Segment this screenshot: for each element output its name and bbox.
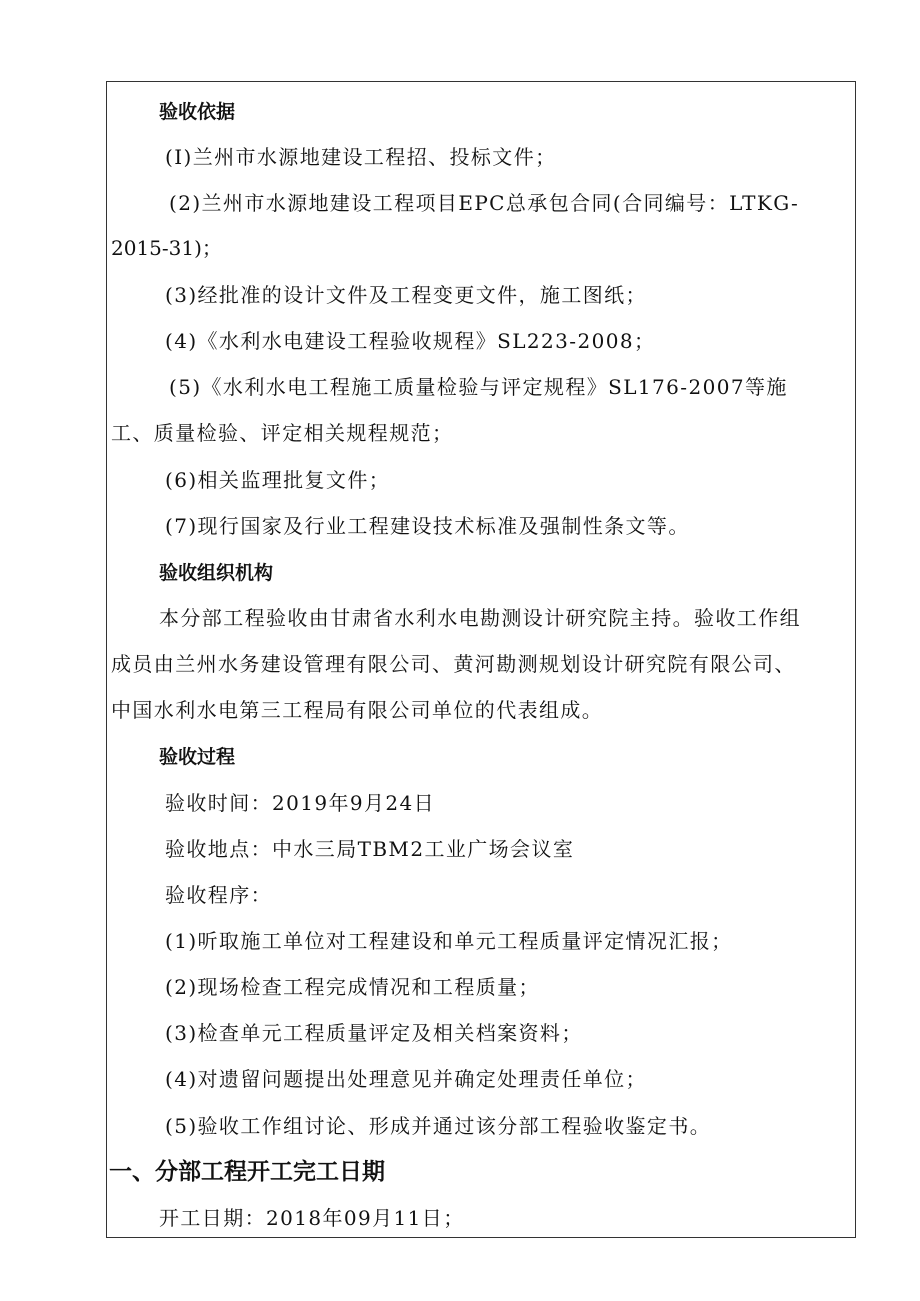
basis-heading: 验收依据 <box>159 101 236 123</box>
process-time: 验收时间：2019年9月24日 <box>165 791 436 815</box>
dates-start: 开工日期：2018年09月11日； <box>159 1206 465 1230</box>
dates-heading: 一、分部工程开工完工日期 <box>109 1159 385 1185</box>
organization-line-3: 中国水利水电第三工程局有限公司单位的代表组成。 <box>111 698 604 722</box>
basis-item-2-cont: 2015-31)； <box>111 236 222 260</box>
basis-item-7: (7)现行国家及行业工程建设技术标准及强制性条文等。 <box>165 514 690 538</box>
organization-line-2: 成员由兰州水务建设管理有限公司、黄河勘测规划设计研究院有限公司、 <box>111 652 796 676</box>
document-frame <box>106 81 856 1238</box>
basis-item-2: (2)兰州市水源地建设工程项目EPC总承包合同(合同编号：LTKG- <box>169 191 800 215</box>
process-step-4: (4)对遗留问题提出处理意见并确定处理责任单位； <box>165 1067 647 1091</box>
process-step-2: (2)现场检查工程完成情况和工程质量； <box>165 975 540 999</box>
process-step-1: (1)听取施工单位对工程建设和单元工程质量评定情况汇报； <box>165 929 733 953</box>
process-place: 验收地点：中水三局TBM2工业广场会议室 <box>165 837 575 861</box>
basis-item-4: (4)《水利水电建设工程验收规程》SL223-2008； <box>165 329 656 353</box>
basis-item-6: (6)相关监理批复文件； <box>165 468 391 492</box>
process-procedure-label: 验收程序： <box>165 883 272 907</box>
process-heading: 验收过程 <box>159 746 236 768</box>
organization-heading: 验收组织机构 <box>159 562 274 584</box>
process-step-5: (5)验收工作组讨论、形成并通过该分部工程验收鉴定书。 <box>165 1114 712 1138</box>
basis-item-1: (I)兰州市水源地建设工程招、投标文件； <box>165 145 557 169</box>
process-step-3: (3)检查单元工程质量评定及相关档案资料； <box>165 1021 583 1045</box>
basis-item-5-cont: 工、质量检验、评定相关规程规范； <box>111 421 454 445</box>
basis-item-3: (3)经批准的设计文件及工程变更文件，施工图纸； <box>165 283 647 307</box>
organization-line-1: 本分部工程验收由甘肃省水利水电勘测设计研究院主持。验收工作组 <box>159 606 801 630</box>
basis-item-5: (5)《水利水电工程施工质量检验与评定规程》SL176-2007等施 <box>169 375 788 399</box>
